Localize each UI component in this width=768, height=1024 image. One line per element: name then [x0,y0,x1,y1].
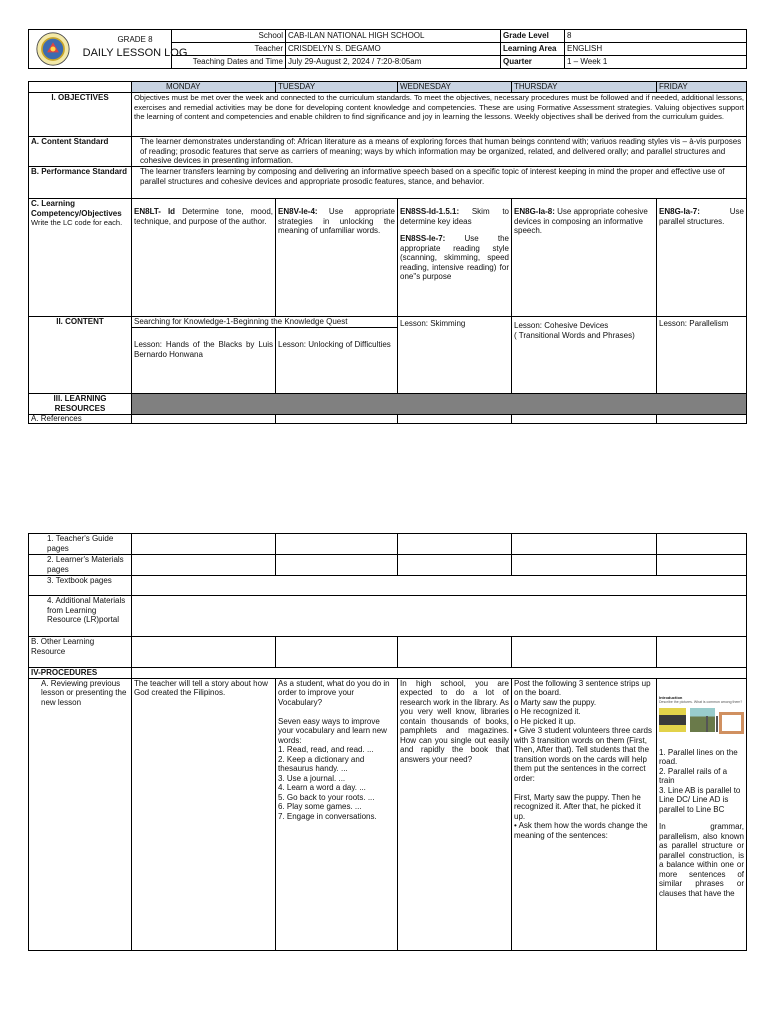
performance-standard-text: The learner transfers learning by composing and delivering an informative speech based on a specific topic of interest keeping in mind the proper and effective use of parallel structures and cohesive devices and appropriate prosodic features, stance, and behavior. [132,167,747,199]
lc-text-friday: Use parallel structures. [659,207,744,226]
lm-label: 2. Learner's Materials pages [29,555,132,576]
tg-tuesday [276,534,398,555]
competency-thursday [512,199,657,317]
resources-bar [132,394,747,415]
tg-thursday [512,534,657,555]
lm-wednesday [398,555,512,576]
dates-value: July 29-August 2, 2024 / 7:20-8:05am [286,56,501,69]
doc-title: DAILY LESSON LOG [82,47,188,59]
code-tuesday: EN8V-Ie-4: [278,207,318,216]
ref-wednesday [398,415,512,424]
competency-wednesday [398,199,512,317]
area-value: ENGLISH [565,43,747,56]
ref-friday [657,415,747,424]
other-label: B. Other Learning Resource [29,637,132,668]
am-label: 4. Additional Materials from Learning Resource (LR)portal [29,596,132,637]
other-friday [657,637,747,668]
code-friday: EN8G-Ia-7: [659,207,700,216]
grade-level-label: Grade Level [501,30,565,43]
day-monday: MONDAY [132,82,276,93]
other-wednesday [398,637,512,668]
header-table [28,29,747,69]
competency-label-cell [29,199,132,317]
lm-tuesday [276,555,398,576]
area-label: Learning Area [501,43,565,56]
lc-text-wednesday-2: Use the appropriate reading style (scanning, skimming, speed reading, intensive reading) for one"s purpose [400,234,509,281]
day-corner [29,82,132,93]
day-wednesday: WEDNESDAY [398,82,512,93]
teacher-label: Teacher [172,43,286,56]
resources-label: III. LEARNING RESOURCES [29,394,132,415]
friday-img-caption: Describe the pictures. What is common among them? [659,699,743,704]
tg-monday [132,534,276,555]
content-monday: Lesson: Hands of the Blacks by Luis Bernardo Honwana [132,328,276,394]
road-lines-image [659,708,686,732]
tb-label: 3. Textbook pages [29,576,132,596]
other-monday [132,637,276,668]
review-tuesday: As a student, what do you do in order to improve your Vocabulary? Seven easy ways to improve your vocabulary and learn new words: 1. Read, read, and read. ... 2. Keep a dictionary and thesaurus handy. ... 3. Use a journal. ... 4. Learn a word a day. ... 5. Go back to your roots. ... 6. Play some games. ... 7. Engage in conversations. [276,678,398,950]
grade-level-value: 8 [565,30,747,43]
code-wednesday-2: EN8SS-Ie-7: [400,234,446,243]
competency-monday [132,199,276,317]
objectives-text: Objectives must be met over the week and connected to the curriculum standards. To meet the objectives, necessary procedures must be followed and if needed, additional lessons, exercises and remedial activities may be done for developing content knowledge and competencies. These are using Formative Assessment strategies. Valuing objectives support the learning of content and competencies and enable children to find significance and joy in learning the lessons. Weekly objectives shall be derived from the curriculum guides. [132,93,747,137]
code-wednesday-1: EN8SS-Id-1.5.1: [400,207,460,216]
school-label: School [172,30,286,43]
review-thursday: Post the following 3 sentence strips up on the board. o Marty saw the puppy. o He recognized it. o He picked it up. • Give 3 student volunteers three cards with 3 transition words on them (First, Then, After that). Tell students that the transition words on the cards will help them put the sentences in the correct order: First, Marty saw the puppy. Then he recognized it. After that, he picked it up. • Ask them how the words change the meaning of the sentences: [512,678,657,950]
review-wednesday: In high school, you are expected to do a lot of research work in the library. As you very well know, libraries contain thousands of books, pamphlets and magazines. How can you single out easily and rapidly the book that answers your need? [398,678,512,950]
school-value: CAB-ILAN NATIONAL HIGH SCHOOL [286,30,501,43]
ref-monday [132,415,276,424]
competency-label: C. Learning Competency/Objectives [31,199,122,218]
objectives-label: I. OBJECTIVES [29,93,132,137]
code-thursday: EN8G-Ia-8: [514,207,555,216]
code-monday: EN8LT- Id [134,207,176,216]
content-standard-label: A. Content Standard [29,137,132,167]
tg-friday [657,534,747,555]
friday-image-panel [659,695,744,734]
lc-text-monday: Determine tone, mood, technique, and purpose of the author. [134,207,273,226]
review-friday [657,678,747,950]
rectangle-image [719,712,744,734]
procedures-label: IV-PROCEDURES [29,668,132,679]
quarter-label: Quarter [501,56,565,69]
competency-tuesday [276,199,398,317]
review-label: A. Reviewing previous lesson or presenting the new lesson [29,678,132,950]
other-thursday [512,637,657,668]
performance-standard-label: B. Performance Standard [29,167,132,199]
tb-row [132,576,747,596]
day-friday: FRIDAY [657,82,747,93]
tg-label: 1. Teacher's Guide pages [29,534,132,555]
lc-text-thursday: Use appropriate cohesive devices in composing an informative speech. [514,207,648,235]
competency-friday [657,199,747,317]
am-row [132,596,747,637]
lm-thursday [512,555,657,576]
day-thursday: THURSDAY [512,82,657,93]
competency-sublabel: Write the LC code for each. [31,218,123,227]
ref-thursday [512,415,657,424]
dates-label: Teaching Dates and Time [172,56,286,69]
quarter-value: 1 – Week 1 [565,56,747,69]
content-wednesday: Lesson: Skimming [398,317,512,394]
teacher-value: CRISDELYN S. DEGAMO [286,43,501,56]
lm-friday [657,555,747,576]
grade-label: GRADE 8 [117,35,153,44]
review-monday: The teacher will tell a story about how God created the Filipinos. [132,678,276,950]
friday-definition: In grammar, parallelism, also known as parallel structure or parallel construction, is a balance within one or more sentences of similar phrases or clauses that have the [659,822,744,898]
references-label: A. References [29,415,132,424]
logo-cell [29,30,188,69]
content-friday: Lesson: Parallelism [657,317,747,394]
parallel-pictures [659,708,744,734]
other-tuesday [276,637,398,668]
friday-list: 1. Parallel lines on the road. 2. Parallel rails of a train 3. Line AB is parallel to Line DC/ Line AD is parallel to Line BC [659,747,741,814]
train-rails-image [690,708,715,732]
lc-text-wednesday-1: Skim to determine key ideas [400,207,509,226]
deped-seal-icon [36,32,70,66]
lm-monday [132,555,276,576]
procedures-row [132,668,747,679]
content-tuesday: Lesson: Unlocking of Difficulties [276,328,398,394]
day-tuesday: TUESDAY [276,82,398,93]
content-thursday: Lesson: Cohesive Devices ( Transitional Words and Phrases) [512,317,657,394]
friday-img-title: Introduction [659,694,683,700]
content-label: II. CONTENT [29,317,132,394]
content-overall: Searching for Knowledge-1-Beginning the Knowledge Quest [132,317,398,328]
ref-tuesday [276,415,398,424]
lesson-table-1 [28,81,747,424]
content-standard-text: The learner demonstrates understanding of: African literature as a means of exploring forces that human beings conntend with; variuos reading styles vis – à-vis purposes of reading; prosodic features that serve as carriers of meaning; ways by which information may be organized, related, and delivered orally; and parallel structures and cohesive devices in presenting information. [132,137,747,167]
lc-text-tuesday: Use appropriate strategies in unlocking the meaning of unfamiliar words. [278,207,395,235]
tg-wednesday [398,534,512,555]
lesson-table-2 [28,533,747,951]
